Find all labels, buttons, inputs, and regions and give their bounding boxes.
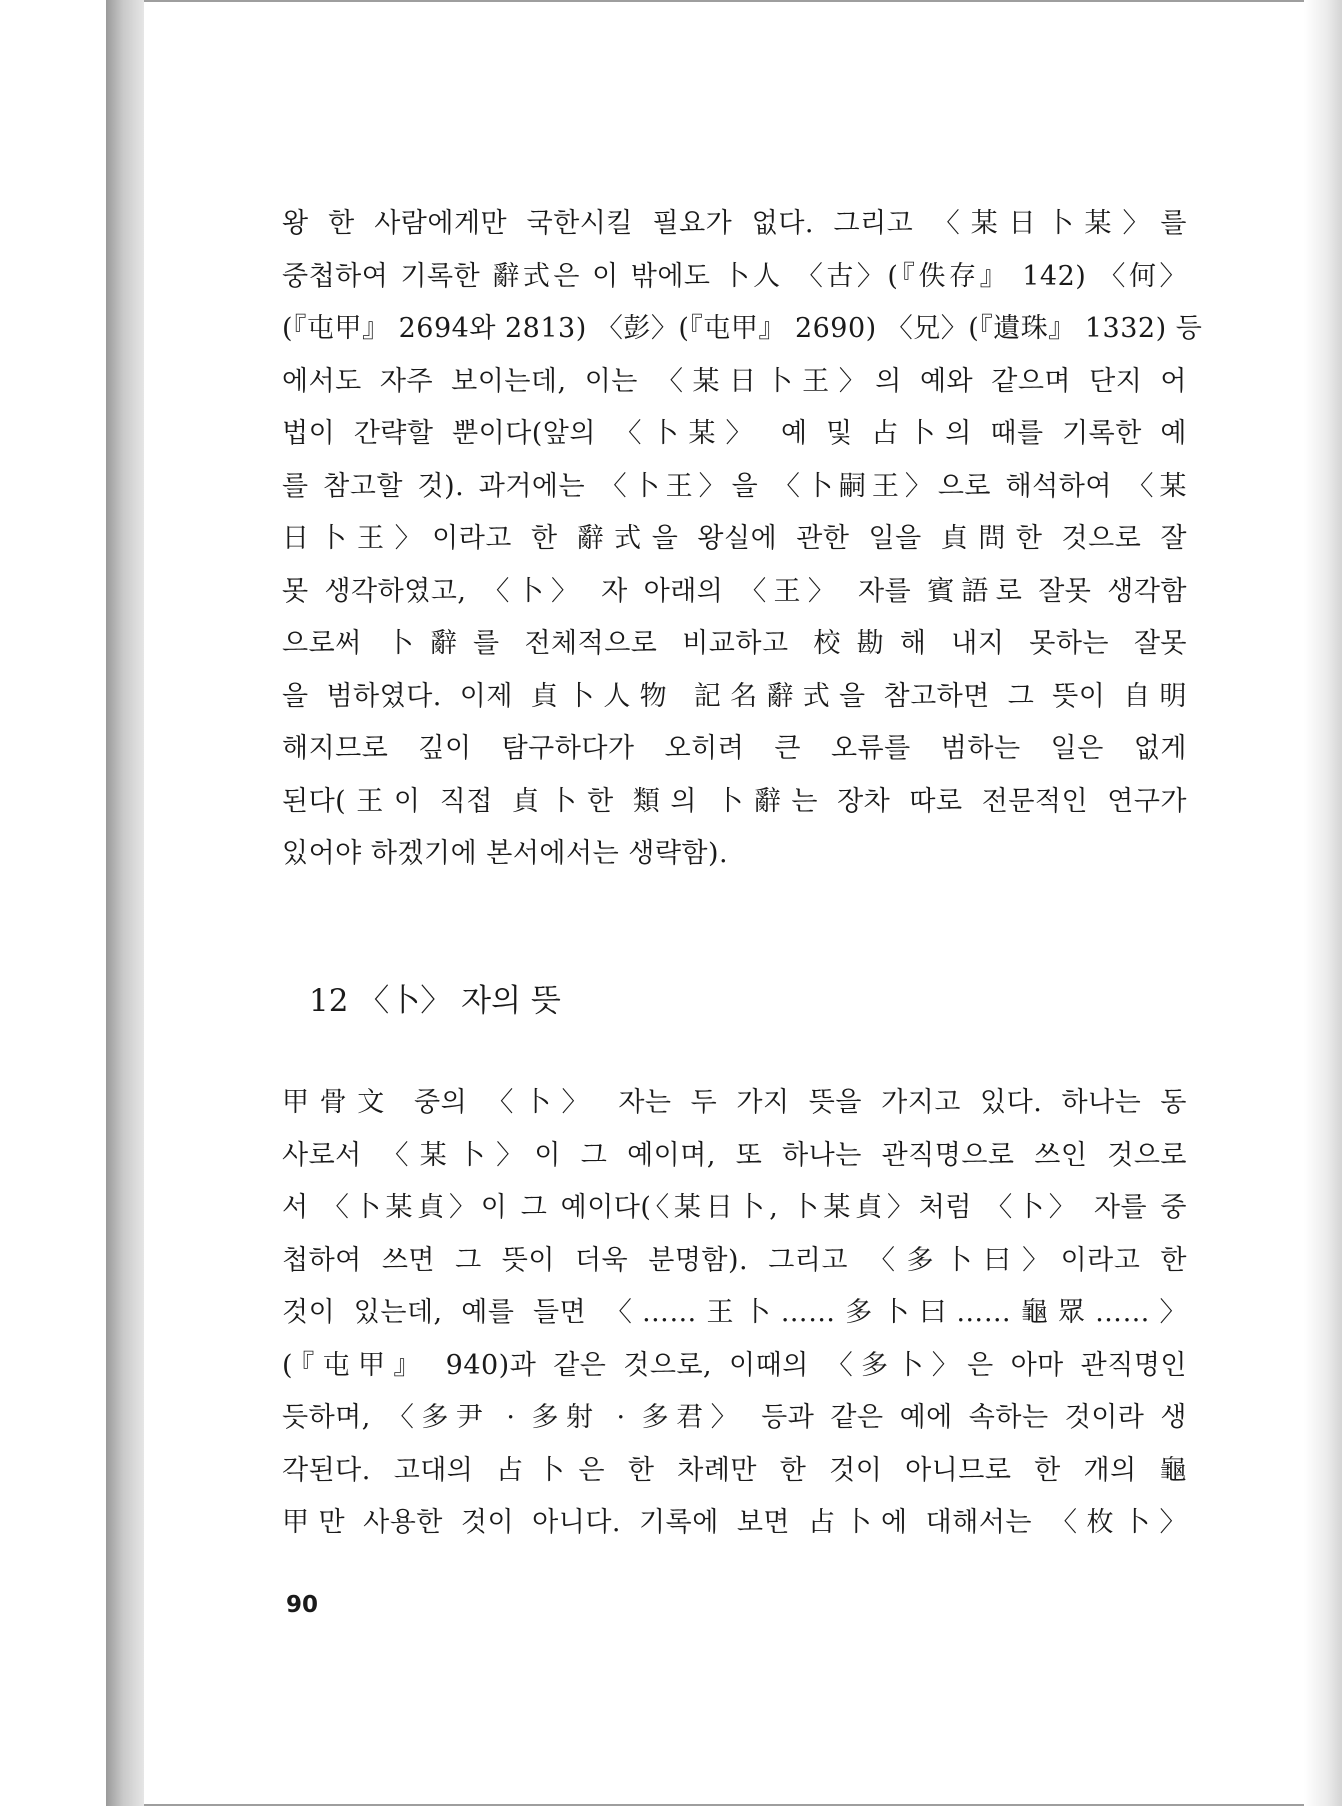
book-spine: [106, 0, 144, 1806]
text-line: (『屯甲』 940)과 같은 것으로, 이때의 〈多卜〉은 아마 관직명인: [282, 1349, 1187, 1381]
text-line: 을 범하였다. 이제 貞卜人物 記名辭式을 참고하면 그 뜻이 自明: [282, 680, 1187, 712]
page: [144, 0, 1342, 1806]
text-line: 甲만 사용한 것이 아니다. 기록에 보면 占卜에 대해서는 〈枚卜〉: [282, 1507, 1187, 1538]
text-line: 사로서 〈某卜〉이 그 예이며, 또 하나는 관직명으로 쓰인 것으로: [282, 1139, 1187, 1171]
text-line: 서 〈卜某貞〉이 그 예이다(〈某日卜, 卜某貞〉처럼 〈卜〉 자를 중: [282, 1192, 1187, 1223]
text-line: 못 생각하였고, 〈卜〉 자 아래의 〈王〉 자를 賓語로 잘못 생각함: [282, 575, 1187, 607]
text-line: (『屯甲』 2694와 2813) 〈彭〉(『屯甲』 2690) 〈兄〉(『遺珠』 1332) 등: [282, 313, 1203, 344]
text-line: 중첩하여 기록한 辭式은 이 밖에도 卜人 〈古〉(『佚存』 142) 〈何〉: [282, 260, 1187, 292]
text-line: 日卜王〉이라고 한 辭式을 왕실에 관한 일을 貞問한 것으로 잘: [282, 523, 1187, 554]
section-title: 12 〈卜〉 자의 뜻: [309, 983, 561, 1019]
text-line: 법이 간략할 뿐이다(앞의 〈卜某〉 예 및 占卜의 때를 기록한 예: [282, 418, 1187, 449]
text-line: 를 참고할 것). 과거에는 〈卜王〉을 〈卜嗣王〉으로 해석하여 〈某: [282, 470, 1187, 502]
text-line: 해지므로 깊이 탐구하다가 오히려 큰 오류를 범하는 일은 없게: [282, 733, 1187, 764]
text-line: 첩하여 쓰면 그 뜻이 더욱 분명함). 그리고 〈多卜曰〉이라고 한: [282, 1244, 1187, 1276]
text-line: 각된다. 고대의 占卜은 한 차례만 한 것이 아니므로 한 개의 龜: [282, 1454, 1187, 1486]
text-line: 것이 있는데, 예를 들면 〈……王卜……多卜曰……龜眾……〉: [282, 1297, 1187, 1328]
text-line: 있어야 하겠기에 본서에서는 생략함).: [282, 838, 729, 869]
text-line: 에서도 자주 보이는데, 이는 〈某日卜王〉의 예와 같으며 단지 어: [282, 365, 1187, 397]
paragraph-section: [282, 1077, 1187, 1550]
page-number: 90: [286, 1592, 319, 1618]
text-line: 듯하며, 〈多尹 · 多射 · 多君〉 등과 같은 예에 속하는 것이라 생: [282, 1402, 1187, 1433]
text-line: 으로써 卜辭를 전체적으로 비교하고 校勘해 내지 못하는 잘못: [282, 628, 1187, 659]
page-edge: [1304, 0, 1342, 1806]
paragraph-continued: [282, 198, 1203, 881]
text-line: 된다(王이 직접 貞卜한 類의 卜辭는 장차 따로 전문적인 연구가: [282, 785, 1187, 817]
text-line: 왕 한 사람에게만 국한시킬 필요가 없다. 그리고 〈某日卜某〉를: [282, 208, 1187, 239]
text-line: 甲骨文 중의 〈卜〉 자는 두 가지 뜻을 가지고 있다. 하나는 동: [282, 1087, 1187, 1118]
